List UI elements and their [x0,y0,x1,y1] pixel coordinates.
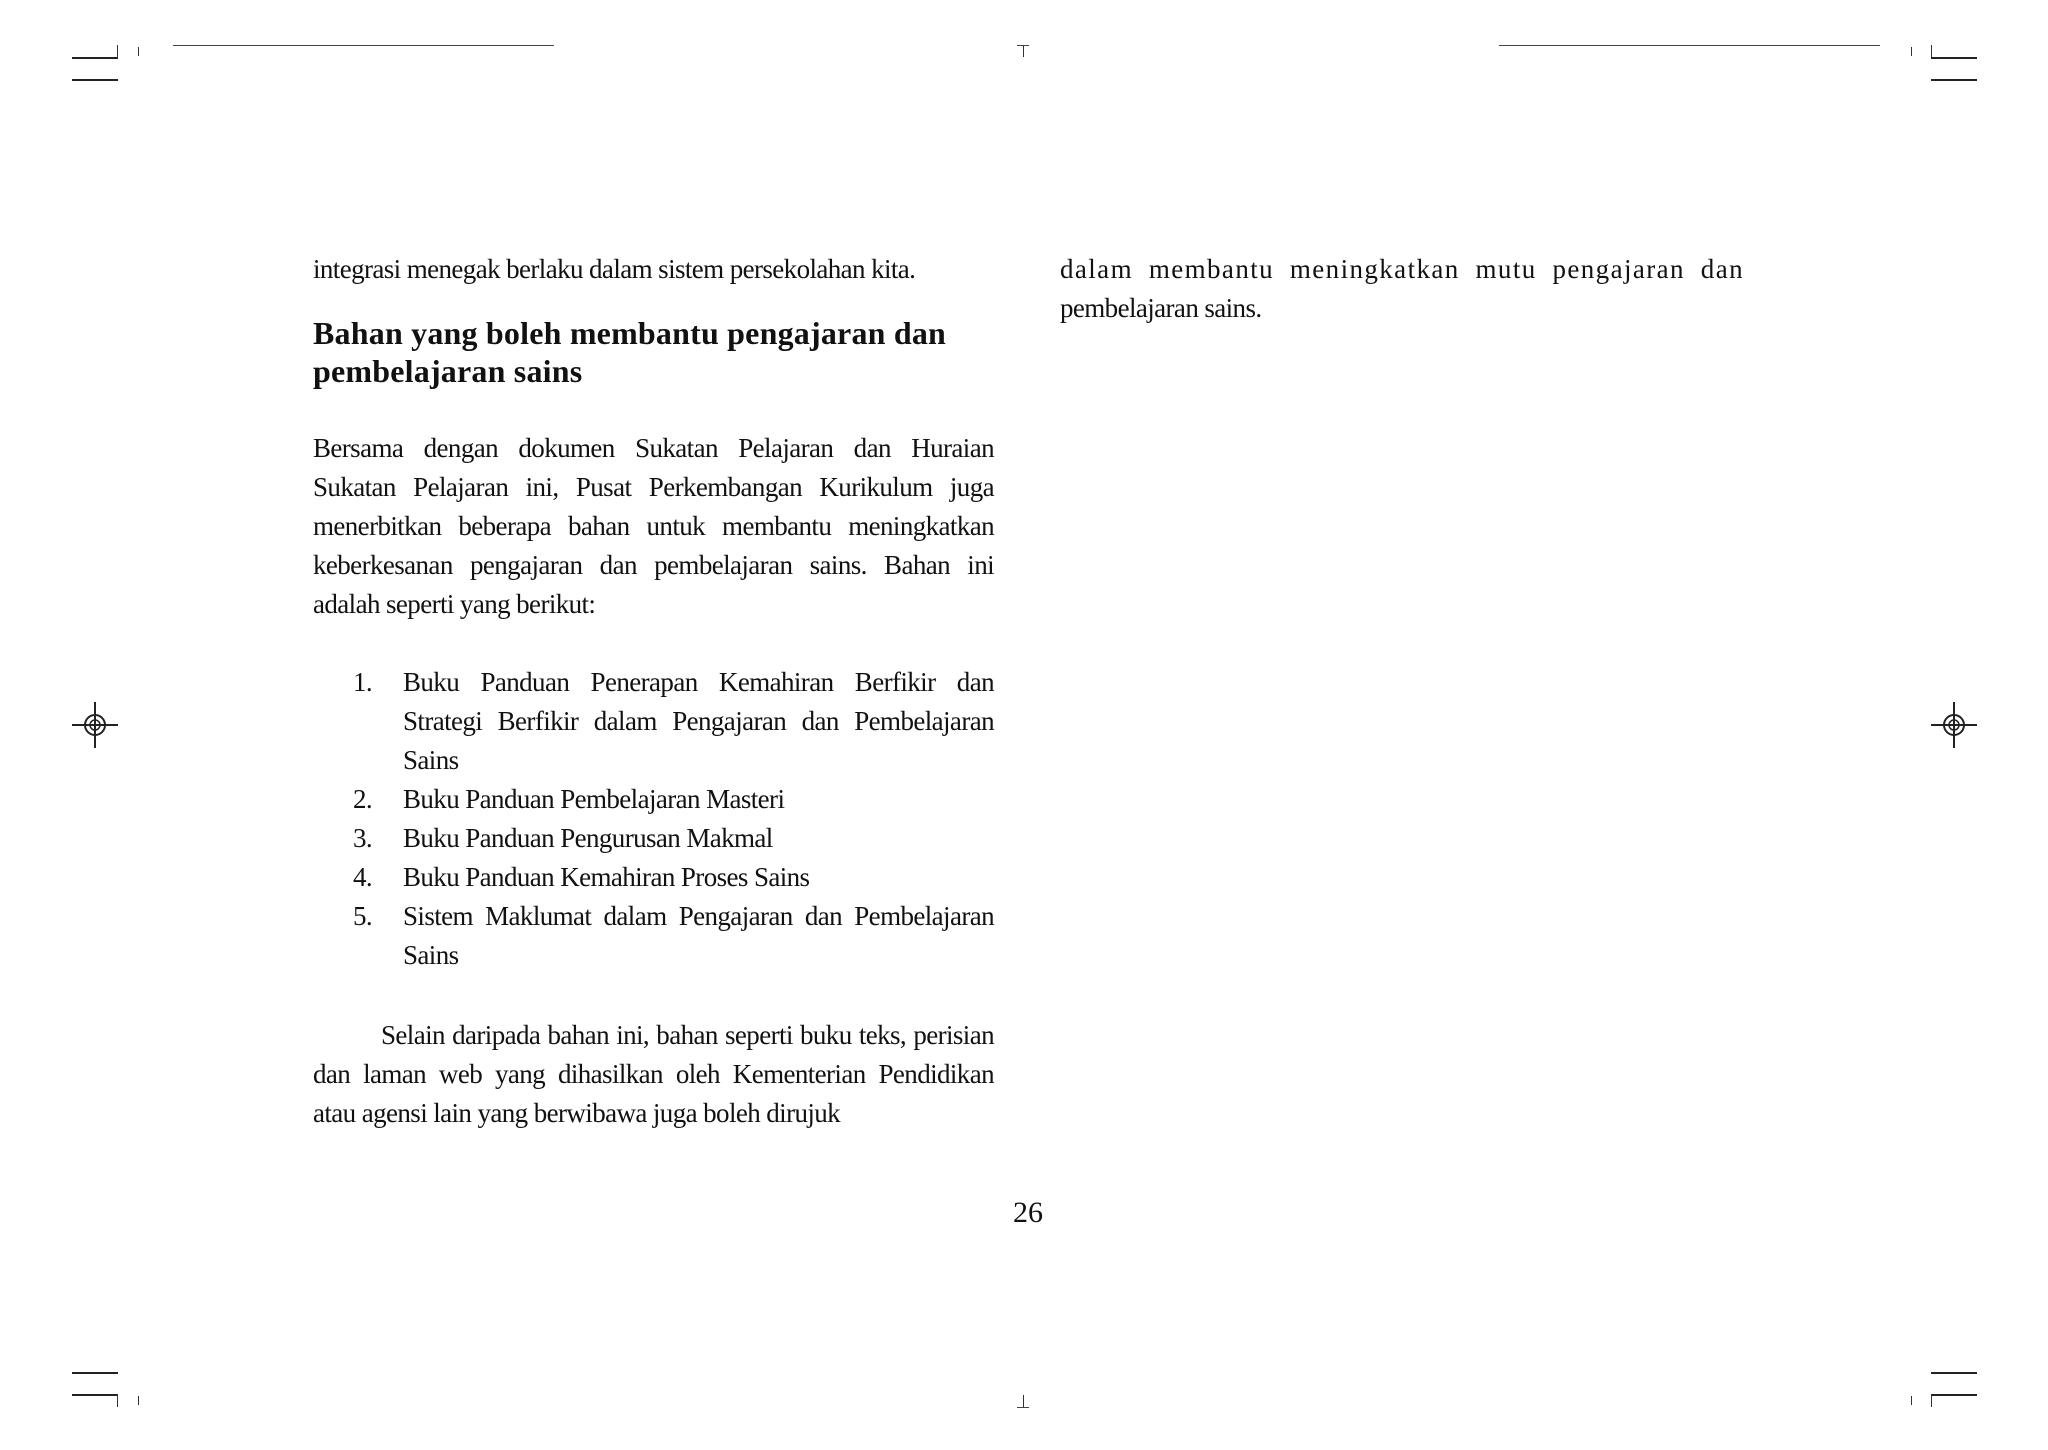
section-heading: Bahan yang boleh membantu pengajaran dan pembelajaran sains [313,315,947,389]
right-line-2: pembelajaran sains. [1060,293,1262,323]
list-item-number: 5. [353,901,373,931]
resource-list [313,663,994,975]
list-item [313,780,994,819]
list-item-text: Buku Panduan Kemahiran Proses Sains [403,862,810,892]
right-column [1060,250,1744,328]
list-item-number: 4. [353,862,373,892]
list-item-number: 1. [353,667,373,697]
list-item-number: 2. [353,784,373,814]
list-item [313,858,994,897]
list-item-text: Sistem Maklumat dalam Pengajaran dan Pembelajaran Sains [403,901,994,970]
page-number: 26 [1013,1196,1043,1229]
list-item [313,819,994,858]
right-line-1: dalam membantu meningkatkan mutu pengajaran dan [1060,254,1744,284]
intro-line: integrasi menegak berlaku dalam sistem persekolahan kita. [313,254,916,284]
list-item-text: Buku Panduan Pengurusan Makmal [403,823,773,853]
paragraph-1: Bersama dengan dokumen Sukatan Pelajaran dan Huraian Sukatan Pelajaran ini, Pusat Perkembangan Kurikulum juga menerbitkan beberapa bahan untuk membantu meningkatkan keberkesanan pengajaran dan pembelajaran sains. Bahan ini adalah seperti yang berikut: [313,433,994,619]
list-item [313,663,994,780]
paragraph-2: Selain daripada bahan ini, bahan seperti buku teks, perisian dan laman web yang dihasilkan oleh Kementerian Pendidikan atau agensi lain yang berwibawa juga boleh dirujuk [313,1020,994,1128]
list-item-text: Buku Panduan Pembelajaran Masteri [403,784,785,814]
registration-mark-icon [72,702,118,748]
registration-mark-icon [1931,702,1977,748]
list-item-number: 3. [353,823,373,853]
list-item-text: Buku Panduan Penerapan Kemahiran Berfikir dan Strategi Berfikir dalam Pengajaran dan Pembelajaran Sains [403,667,994,775]
left-column [313,250,994,1133]
list-item [313,897,994,975]
